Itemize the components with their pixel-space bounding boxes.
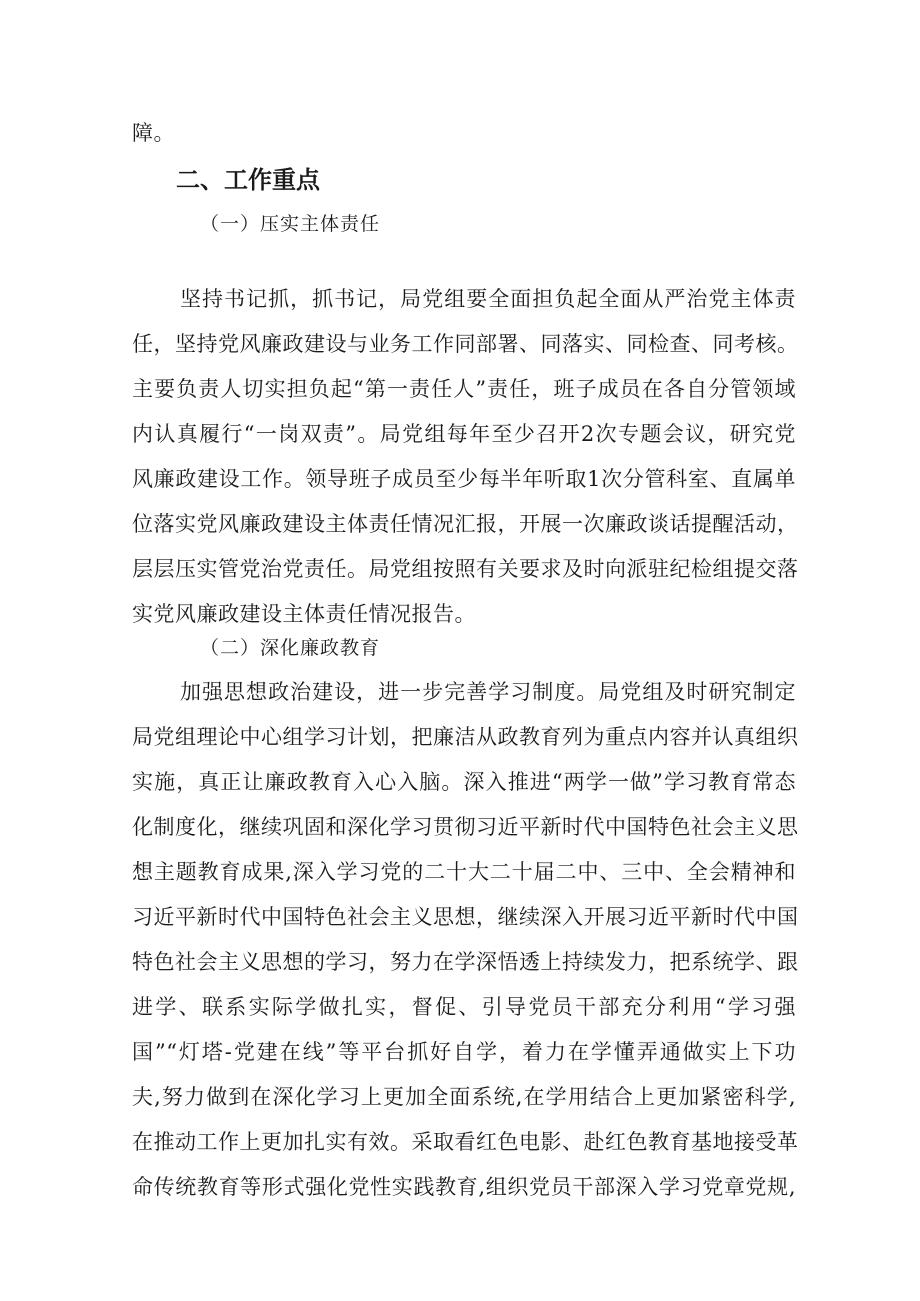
subsection-heading-1: （一）压实主体责任 bbox=[200, 213, 381, 235]
paragraph-1-line: 位落实党风廉政建设主体责任情况汇报，开展一次廉政谈话提醒活动， bbox=[132, 512, 799, 536]
paragraph-2-line: 进学、联系实际学做扎实，督促、引导党员干部充分利用“学习强 bbox=[132, 995, 796, 1019]
paragraph-2-line: 国”“灯塔-党建在线”等平台抓好自学，着力在学懂弄通做实上下功 bbox=[132, 1040, 796, 1064]
paragraph-1-line: 坚持书记抓，抓书记，局党组要全面担负起全面从严治党主体责 bbox=[180, 287, 796, 311]
paragraph-1-line: 任，坚持党风廉政建设与业务工作同部署、同落实、同检查、同考核。 bbox=[132, 332, 799, 356]
paragraph-1-line: 内认真履行“一岗双责”。局党组每年至少召开2次专题会议，研究党 bbox=[132, 422, 796, 446]
paragraph-2-line: 命传统教育等形式强化党性实践教育,组织党员干部深入学习党章党规, bbox=[132, 1175, 796, 1199]
previous-paragraph-tail: 障。 bbox=[132, 121, 175, 145]
paragraph-2-line: 习近平新时代中国特色社会主义思想，继续深入开展习近平新时代中国 bbox=[132, 905, 799, 929]
paragraph-2-line: 加强思想政治建设，进一步完善学习制度。局党组及时研究制定 bbox=[180, 680, 796, 704]
paragraph-1-line: 主要负责人切实担负起“第一责任人”责任，班子成员在各自分管领域 bbox=[132, 377, 796, 401]
paragraph-2-line: 实施，真正让廉政教育入心入脑。深入推进“两学一做”学习教育常态 bbox=[132, 770, 796, 794]
paragraph-2-line: 想主题教育成果,深入学习党的二十大二十届二中、三中、全会精神和 bbox=[132, 860, 796, 884]
subsection-heading-2: （二）深化廉政教育 bbox=[200, 637, 381, 659]
paragraph-2-line: 在推动工作上更加扎实有效。采取看红色电影、赴红色教育基地接受革 bbox=[132, 1130, 799, 1154]
section-heading: 二、工作重点 bbox=[176, 166, 320, 194]
paragraph-1-line: 层层压实管党治党责任。局党组按照有关要求及时向派驻纪检组提交落 bbox=[132, 557, 799, 581]
paragraph-2-line: 局党组理论中心组学习计划，把廉洁从政教育列为重点内容并认真组织 bbox=[132, 725, 799, 749]
paragraph-1-line: 实党风廉政建设主体责任情况报告。 bbox=[132, 602, 476, 626]
paragraph-2-line: 夫,努力做到在深化学习上更加全面系统,在学用结合上更加紧密科学, bbox=[132, 1085, 796, 1109]
paragraph-2-line: 化制度化，继续巩固和深化学习贯彻习近平新时代中国特色社会主义思 bbox=[132, 815, 799, 839]
paragraph-1-line: 风廉政建设工作。领导班子成员至少每半年听取1次分管科室、直属单 bbox=[132, 467, 796, 491]
paragraph-2-line: 特色社会主义思想的学习，努力在学深悟透上持续发力，把系统学、跟 bbox=[132, 950, 799, 974]
